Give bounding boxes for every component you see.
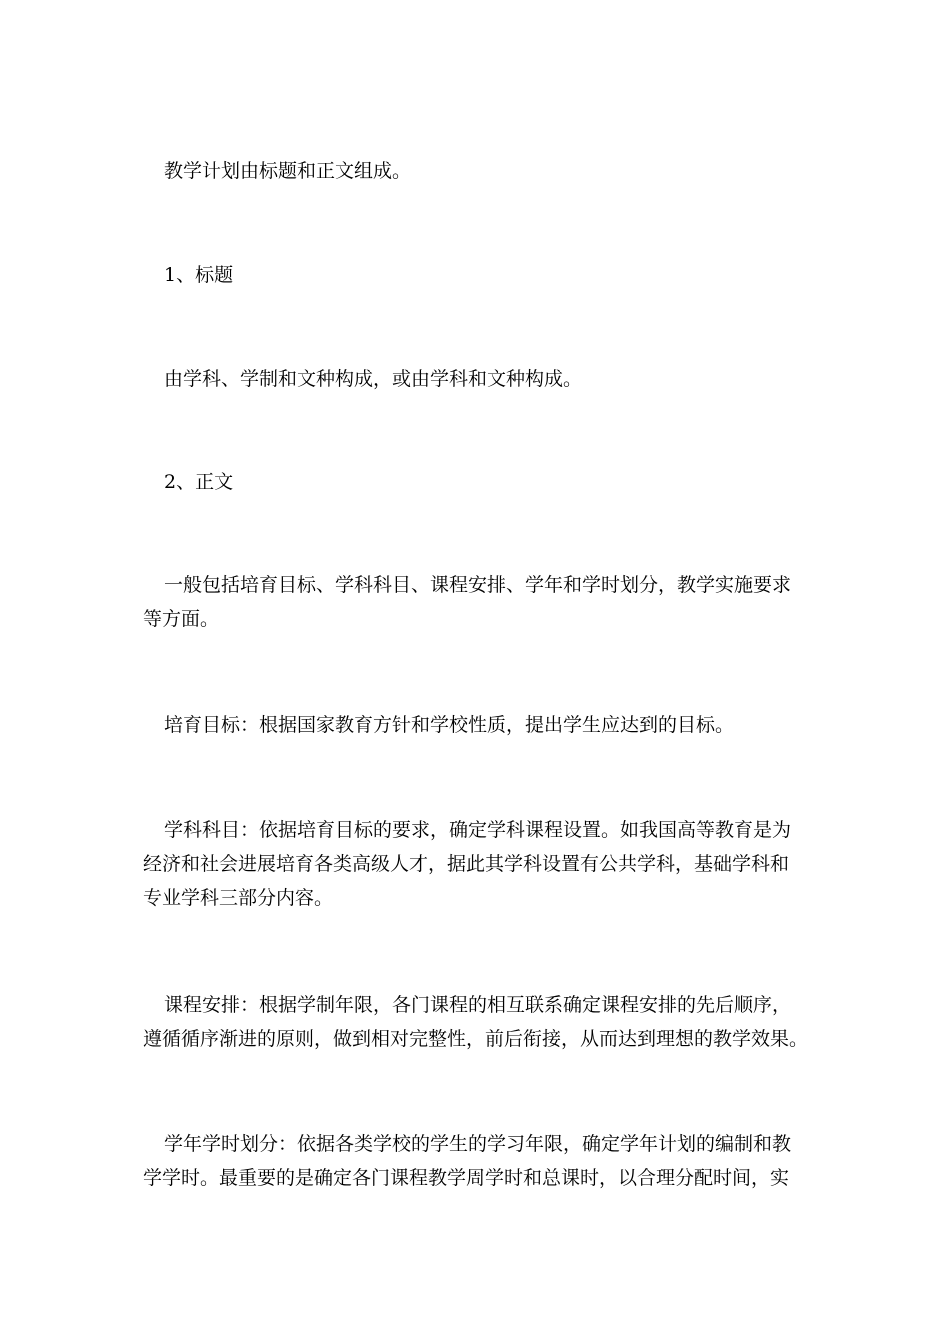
paragraph-body-contents	[143, 568, 803, 636]
paragraph-line: 学科科目：依据培育目标的要求，确定学科课程设置。如我国高等教育是为	[164, 819, 792, 841]
paragraph-subjects	[143, 813, 803, 915]
paragraph-title-composition	[143, 362, 803, 396]
paragraph-line: 教学计划由标题和正文组成。	[164, 160, 412, 182]
paragraph-line: 1、标题	[164, 264, 234, 286]
paragraph-line: 专业学科三部分内容。	[143, 887, 334, 909]
heading-title-section	[143, 258, 803, 292]
paragraph-line: 经济和社会进展培育各类高级人才，据此其学科设置有公共学科，基础学科和	[143, 853, 790, 875]
paragraph-line: 等方面。	[143, 608, 220, 630]
paragraph-line: 学学时。最重要的是确定各门课程教学周学时和总课时，以合理分配时间，实	[143, 1167, 790, 1189]
paragraph-line: 学年学时划分：依据各类学校的学生的学习年限，确定学年计划的编制和教	[164, 1133, 792, 1155]
paragraph-line: 一般包括培育目标、学科科目、课程安排、学年和学时划分，教学实施要求	[164, 574, 792, 596]
paragraph-line: 由学科、学制和文种构成，或由学科和文种构成。	[164, 368, 583, 390]
paragraph-line: 遵循循序渐进的原则，做到相对完整性，前后衔接，从而达到理想的教学效果。	[143, 1028, 809, 1050]
paragraph-line: 课程安排：根据学制年限，各门课程的相互联系确定课程安排的先后顺序，	[164, 994, 792, 1016]
heading-body-section	[143, 465, 803, 499]
paragraph-intro	[143, 154, 803, 188]
paragraph-academic-hours	[143, 1127, 803, 1195]
paragraph-course-arrangement	[143, 988, 809, 1056]
paragraph-line: 培育目标：根据国家教育方针和学校性质，提出学生应达到的目标。	[164, 714, 735, 736]
paragraph-line: 2、正文	[164, 471, 234, 493]
paragraph-training-goals	[143, 708, 803, 742]
